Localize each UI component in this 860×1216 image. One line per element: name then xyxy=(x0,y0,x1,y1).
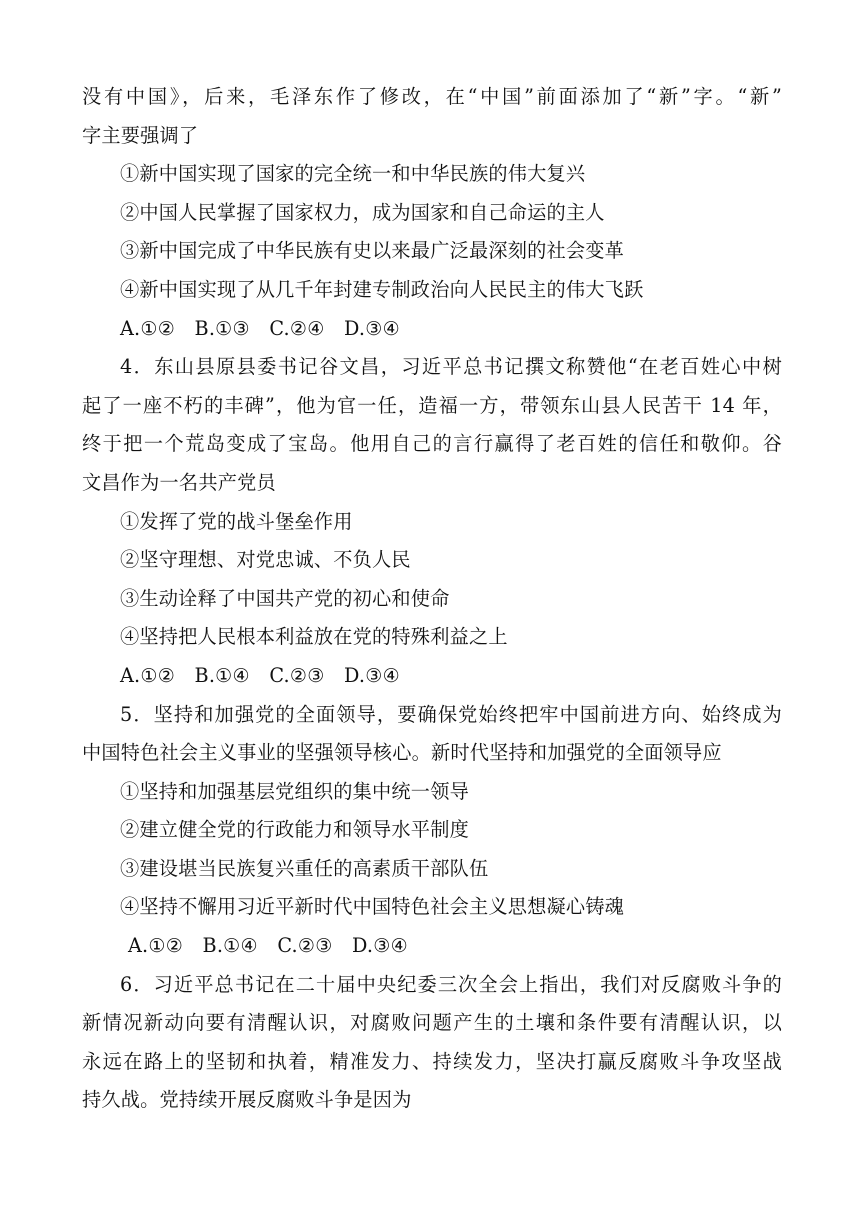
q3-option-1: ①新中国实现了国家的完全统一和中华民族的伟大复兴 xyxy=(120,162,586,186)
q3-option-4: ④新中国实现了从几千年封建专制政治向人民民主的伟大飞跃 xyxy=(120,277,644,301)
q5-option-4: ④坚持不懈用习近平新时代中国特色社会主义思想凝心铸魂 xyxy=(120,895,625,919)
q3-stem-line-1: 没有中国》，后来，毛泽东作了修改，在“中国”前面添加了“新”字。“新” xyxy=(82,85,782,108)
q4-answer-choices: A.①② B.①④ C.②③ D.③④ xyxy=(120,663,401,687)
q4-option-3: ③生动诠释了中国共产党的初心和使命 xyxy=(120,586,450,610)
q4-stem-line-4: 文昌作为一名共产党员 xyxy=(82,470,276,494)
q5-option-1: ①坚持和加强基层党组织的集中统一领导 xyxy=(120,779,469,803)
q6-stem-line-3: 永远在路上的坚韧和执着，精准发力、持续发力，坚决打赢反腐败斗争攻坚战 xyxy=(82,1049,782,1073)
q5-stem-line-2: 中国特色社会主义事业的坚强领导核心。新时代坚持和加强党的全面领导应 xyxy=(82,741,722,765)
q5-answer-choices: A.①② B.①④ C.②③ D.③④ xyxy=(128,934,409,958)
q4-stem-line-2: 起了一座不朽的丰碑”，他为官一任，造福一方，带领东山县人民苦干 14 年， xyxy=(82,393,782,417)
q6-stem-line-2: 新情况新动向要有清醒认识，对腐败问题产生的土壤和条件要有清醒认识，以 xyxy=(82,1011,782,1035)
q3-option-2: ②中国人民掌握了国家权力，成为国家和自己命运的主人 xyxy=(120,200,605,224)
q5-option-2: ②建立健全党的行政能力和领导水平制度 xyxy=(120,818,469,842)
q3-answer-choices: A.①② B.①③ C.②④ D.③④ xyxy=(120,316,401,340)
q5-stem-line-1: 5．坚持和加强党的全面领导，要确保党始终把牢中国前进方向、始终成为 xyxy=(120,702,782,726)
q6-stem-line-4: 持久战。党持续开展反腐败斗争是因为 xyxy=(82,1088,412,1112)
q4-stem-line-3: 终于把一个荒岛变成了宝岛。他用自己的言行赢得了老百姓的信任和敬仰。谷 xyxy=(82,432,782,456)
q5-option-3: ③建设堪当民族复兴重任的高素质干部队伍 xyxy=(120,856,489,880)
q4-option-2: ②坚守理想、对党忠诚、不负人民 xyxy=(120,548,411,572)
q3-stem-line-2: 字主要强调了 xyxy=(82,123,199,147)
q4-option-1: ①发挥了党的战斗堡垒作用 xyxy=(120,509,353,533)
q6-stem-line-1: 6．习近平总书记在二十届中央纪委三次全会上指出，我们对反腐败斗争的 xyxy=(120,972,782,996)
q3-option-3: ③新中国完成了中华民族有史以来最广泛最深刻的社会变革 xyxy=(120,239,625,263)
q4-option-4: ④坚持把人民根本利益放在党的特殊利益之上 xyxy=(120,625,508,649)
q4-stem-line-1: 4．东山县原县委书记谷文昌，习近平总书记撰文称赞他“在老百姓心中树 xyxy=(120,355,782,379)
document-page xyxy=(82,78,782,1120)
